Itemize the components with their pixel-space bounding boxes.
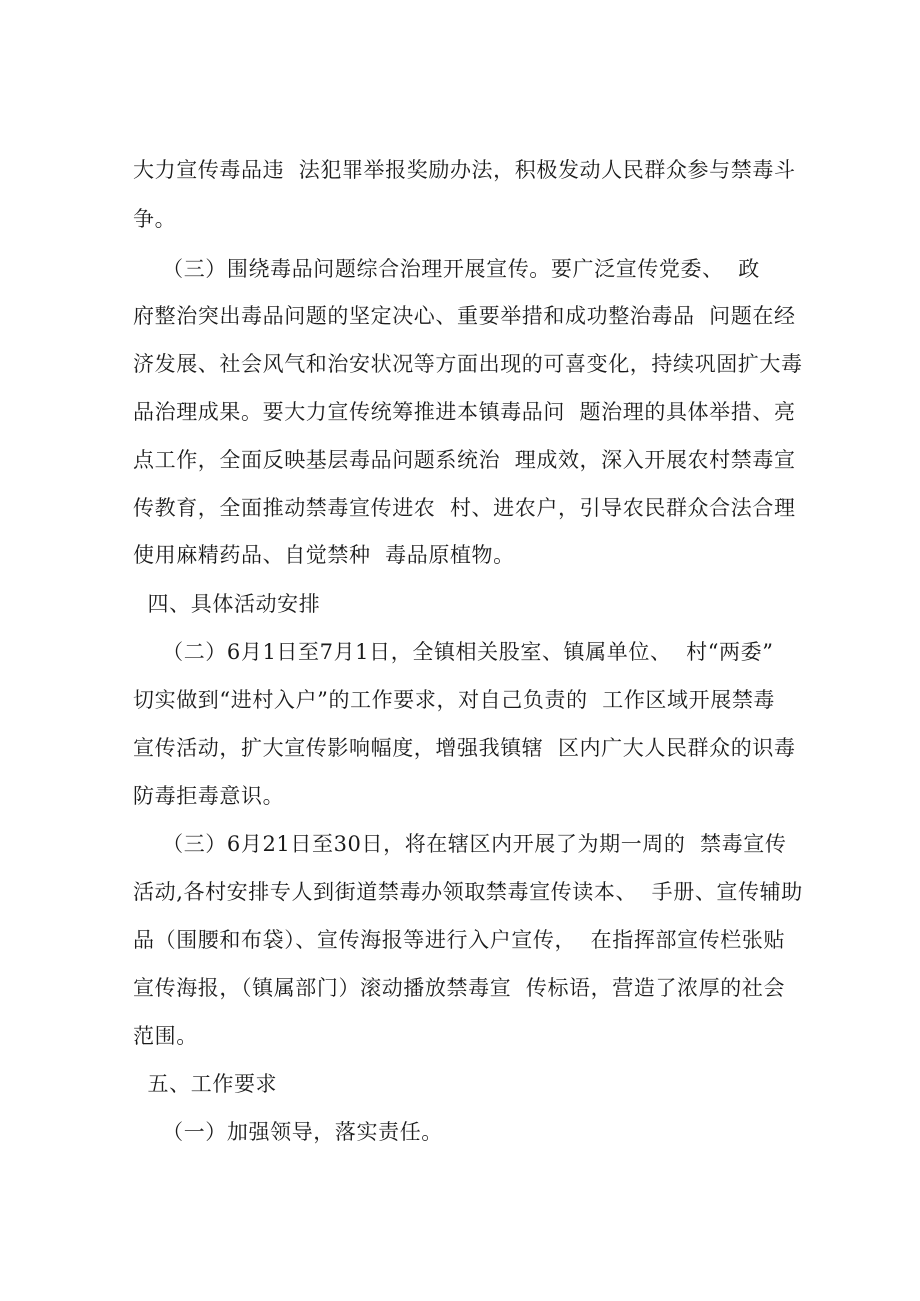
paragraph-line: 府整治突出毒品问题的坚定决心、重要举措和成功整治毒品 问题在经 <box>133 304 796 328</box>
section-heading: 五、工作要求 <box>133 1072 278 1096</box>
paragraph-line: 使用麻精药品、自觉禁种 毒品原植物。 <box>133 543 515 567</box>
paragraph-line: 防毒拒毒意识。 <box>133 784 285 808</box>
paragraph-line: 活动,各村安排专人到街道禁毒办领取禁毒宣传读本、 手册、宣传辅助 <box>133 880 803 904</box>
paragraph-line: 大力宣传毒品违 法犯罪举报奖励办法，积极发动人民群众参与禁毒斗 <box>133 158 796 182</box>
paragraph-line: 争。 <box>133 207 177 231</box>
paragraph-line: 范围。 <box>133 1024 198 1048</box>
paragraph-line: 传教育，全面推动禁毒宣传进农 村、进农户，引导农民群众合法合理 <box>133 496 796 520</box>
paragraph-line: 济发展、社会风气和治安状况等方面出现的可喜变化，持续巩固扩大毒 <box>133 352 803 376</box>
paragraph-line: 宣传活动，扩大宣传影响幅度，增强我镇辖 区内广大人民群众的识毒 <box>133 736 796 760</box>
paragraph-line: （二）6月1日至7月1日，全镇相关股室、镇属单位、 村“两委” <box>133 640 774 664</box>
paragraph-line: 宣传海报，（镇属部门）滚动播放禁毒宣 传标语，营造了浓厚的社会 <box>133 976 786 1000</box>
section-heading: 四、具体活动安排 <box>133 592 321 616</box>
paragraph-line: 切实做到“进村入户”的工作要求，对自己负责的 工作区域开展禁毒 <box>133 688 776 712</box>
paragraph-line: （三）6月21日至30日，将在辖区内开展了为期一周的 禁毒宣传 <box>133 832 787 856</box>
paragraph-line: 品（围腰和布袋）、宣传海报等进行入户宣传， 在指挥部宣传栏张贴 <box>133 928 786 952</box>
paragraph-line: 品治理成果。要大力宣传统筹推进本镇毒品问 题治理的具体举措、亮 <box>133 400 796 424</box>
paragraph-line: 点工作，全面反映基层毒品问题系统治 理成效，深入开展农村禁毒宣 <box>133 448 796 472</box>
paragraph-line: （三）围绕毒品问题综合治理开展宣传。要广泛宣传党委、 政 <box>133 257 760 281</box>
paragraph-line: （一）加强领导，落实责任。 <box>133 1120 443 1144</box>
